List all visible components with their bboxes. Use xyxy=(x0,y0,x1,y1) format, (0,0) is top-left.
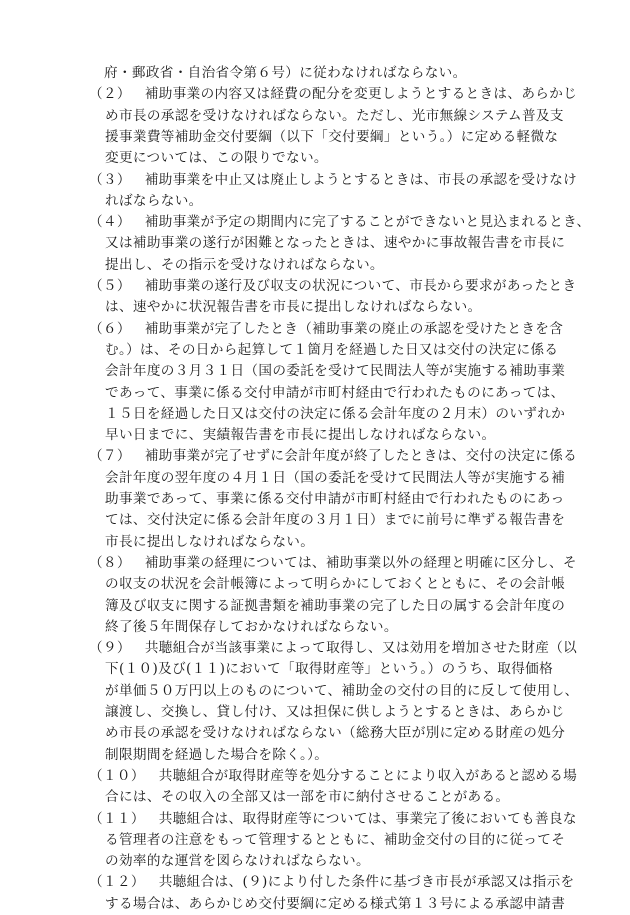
clause-text-line: 助事業であって、事業に係る交付申請が市町村経由で行われたものにあっ xyxy=(105,491,565,507)
clause-text-line: の効率的な運営を図らなければならない。 xyxy=(105,853,370,870)
clause-text-line: る管理者の注意をもって管理するとともに、補助金交付の目的に従ってそ xyxy=(105,831,566,848)
clause-text-line: 共聴組合は、取得財産等については、事業完了後においても善良な xyxy=(158,810,577,827)
clause-text-line: 市長に提出しなければならない。 xyxy=(105,533,315,550)
clause-item xyxy=(89,213,591,232)
clause-number: （１２） xyxy=(89,874,145,891)
clause-text-line: の収支の状況を会計帳簿によって明らかにしておくとともに、その会計帳 xyxy=(105,576,566,593)
clause-text-line: は、速やかに状況報告書を市長に提出しなければならない。 xyxy=(105,299,482,316)
clause-text-line: 終了後５年間保存しておかなければならない。 xyxy=(105,618,398,635)
clause-text-line: 補助事業の経理については、補助事業以外の経理と明確に区分し、そ xyxy=(144,554,577,571)
clause-text-line: 補助事業を中止又は廃止しようとするときは、市長の承認を受けなけ xyxy=(144,171,578,188)
clause-item xyxy=(89,447,577,466)
clause-item xyxy=(89,277,576,296)
clause-number: （２） xyxy=(89,86,131,103)
clause-item xyxy=(89,873,574,892)
clause-text-line: 援事業費等補助金交付要綱（以下「交付要綱」という。）に定める軽微な xyxy=(105,128,559,145)
clause-text-line: 下(１０)及び(１１)において「取得財産等」という。）のうち、取得価格 xyxy=(105,661,554,678)
clause-text-line: 会計年度の３月３１日（国の委託を受けて民間法人等が実施する補助事業 xyxy=(105,363,566,380)
clause-text-line: 共聴組合が取得財産等を処分することにより収入があると認める場 xyxy=(158,767,578,784)
clause-number: （９） xyxy=(89,640,131,657)
clause-item xyxy=(89,639,577,658)
clause-number: （１０） xyxy=(89,767,145,784)
clause-number: （１１） xyxy=(89,810,145,827)
clause-text-line: 制限期間を経過した場合を除く。）。 xyxy=(105,746,329,763)
clause-text-line: 提出し、その指示を受けなければならない。 xyxy=(105,256,384,273)
clause-text-line: 会計年度の翌年度の４月１日（国の委託を受けて民間法人等が実施する補 xyxy=(105,469,566,486)
clause-item xyxy=(89,767,577,786)
clause-number: （４） xyxy=(89,214,131,231)
clause-text-line: 補助事業が予定の期間内に完了することができないと見込まれるとき、 xyxy=(144,214,591,231)
clause-number: （６） xyxy=(89,320,131,337)
clause-text-line: む。）は、その日から起算して１箇月を経過した日又は交付の決定に係る xyxy=(105,341,559,358)
clause-text-line: 補助事業の内容又は経費の配分を変更しようとするときは、あらかじ xyxy=(144,86,578,103)
clause-text-line: 譲渡し、交換し、貸し付け、又は担保に供しようとするときは、あらかじ xyxy=(105,704,565,720)
clause-item xyxy=(89,320,563,339)
clause-number: （８） xyxy=(89,554,131,571)
clause-text-line: ては、交付決定に係る会計年度の３月１日）までに前号に準ずる報告書を xyxy=(105,512,566,529)
clause-text-line: する場合は、あらかじめ交付要綱に定める様式第１３号による承認申請書 xyxy=(105,895,566,912)
clause-text-line: 簿及び収支に関する証拠書類を補助事業の完了した日の属する会計年度の xyxy=(105,597,566,614)
clause-text-line: 変更については、この限りでない。 xyxy=(105,150,328,167)
clause-number: （３） xyxy=(89,171,131,188)
lead-line: 府・郵政省・自治省令第６号）に従わなければならない。 xyxy=(104,65,467,81)
clause-number: （５） xyxy=(89,278,131,294)
clause-item xyxy=(89,810,577,829)
clause-text-line: め市長の承認を受けなければならない。ただし、光市無線システム普及支 xyxy=(105,107,564,124)
clause-text-line: 補助事業の遂行及び収支の状況について、市長から要求があったとき xyxy=(144,278,577,294)
clause-item xyxy=(89,554,577,573)
clause-text-line: 共聴組合が当該事業によって取得し、又は効用を増加させた財産（以 xyxy=(144,640,578,657)
clause-text-line: 共聴組合は、(９)により付した条件に基づき市長が承認又は指示を xyxy=(158,874,575,891)
clause-text-line: １５日を経過した日又は交付の決定に係る会計年度の２月末）のいずれか xyxy=(105,405,566,422)
clause-text-line: が単価５０万円以上のものについて、補助金の交付の目的に反して使用し、 xyxy=(105,682,579,699)
clause-item xyxy=(89,171,577,190)
clause-text-line: であって、事業に係る交付申請が市町村経由で行われたものにあっては、 xyxy=(105,384,565,401)
clause-text-line: ればならない。 xyxy=(105,192,203,209)
clause-text-line: 補助事業が完了したとき（補助事業の廃止の承認を受けたときを含 xyxy=(144,320,564,337)
clause-text-line: 又は補助事業の遂行が困難となったときは、速やかに事故報告書を市長に xyxy=(105,235,566,252)
clause-number: （７） xyxy=(89,448,131,465)
clause-item xyxy=(89,85,577,104)
clause-text-line: め市長の承認を受けなければならない（総務大臣が別に定める財産の処分 xyxy=(105,725,566,742)
clause-text-line: 補助事業が完了せずに会計年度が終了したときは、交付の決定に係る xyxy=(144,448,578,465)
clause-text-line: 早い日までに、実績報告書を市長に提出しなければならない。 xyxy=(105,427,496,444)
clause-text-line: 合には、その収入の全部又は一部を市に納付させることがある。 xyxy=(105,789,510,806)
